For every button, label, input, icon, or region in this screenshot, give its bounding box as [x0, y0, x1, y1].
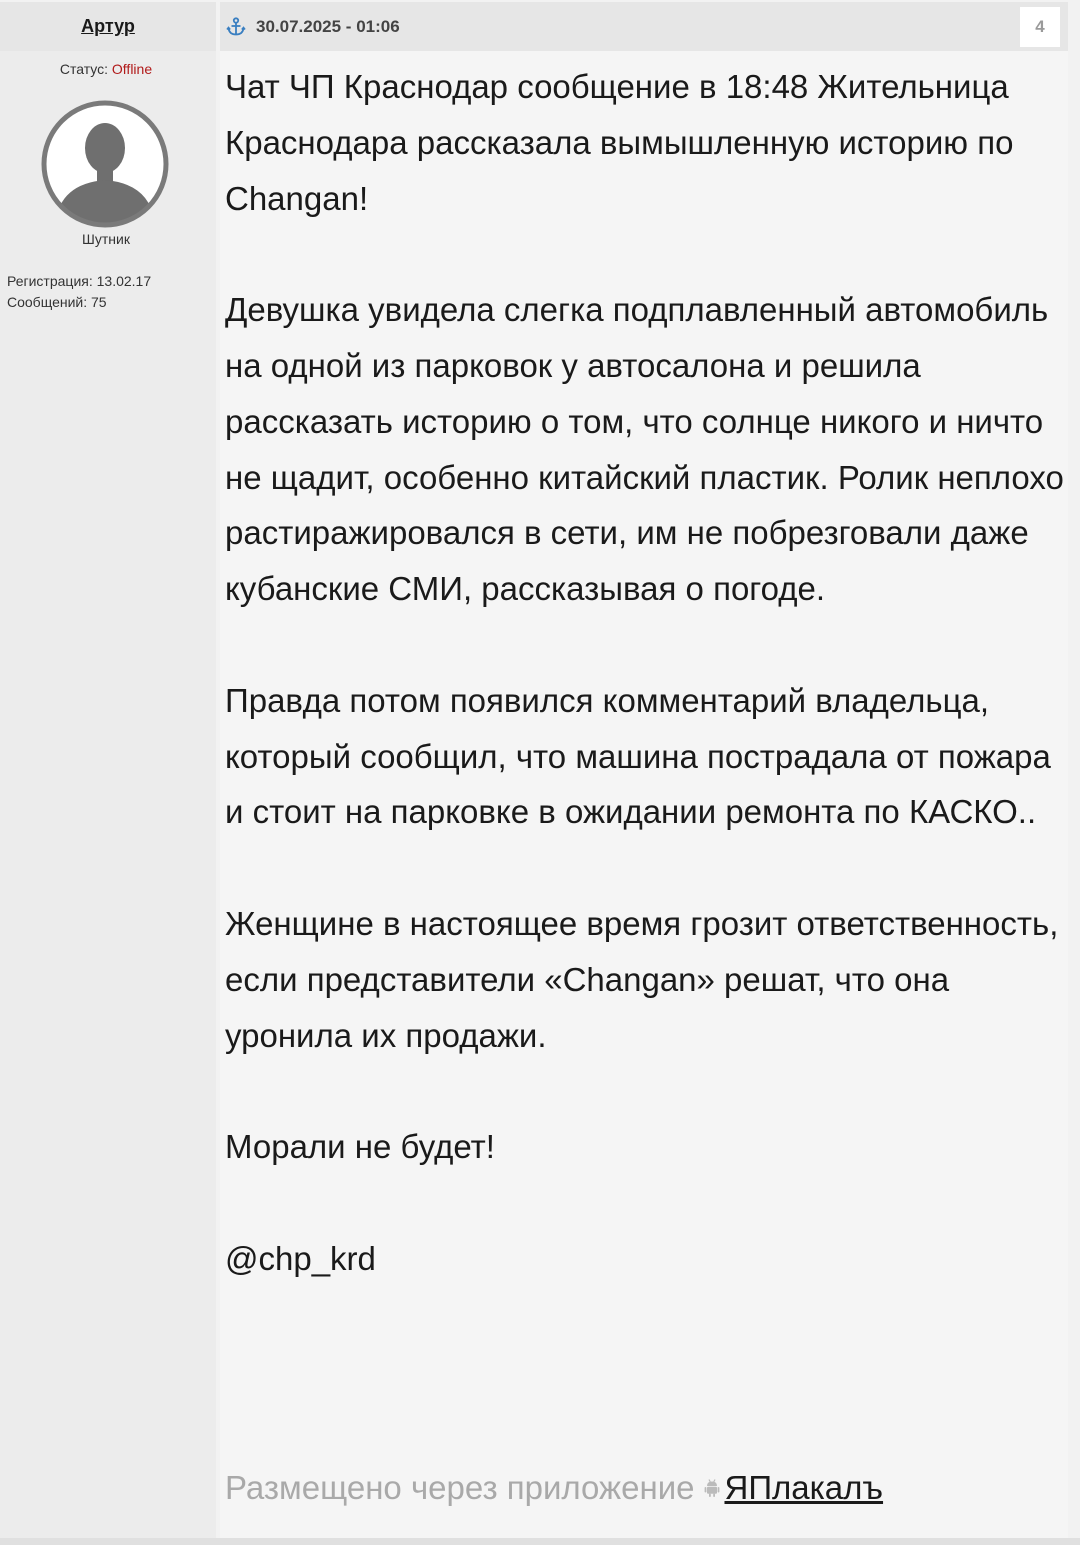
post-paragraph: @chp_krd: [225, 1239, 376, 1277]
app-link[interactable]: ЯПлакалъ: [724, 1469, 884, 1506]
user-stats: [7, 271, 151, 313]
avatar[interactable]: [41, 100, 169, 228]
user-rank: Шутник: [82, 231, 130, 247]
post-content: [220, 51, 1068, 1538]
post-paragraph: Девушка увидела слегка подплавленный автомобиль на одной из парковок у автосалона и решила рассказать историю о том, что солнце никого и ничто не щадит, особенно китайский пластик. Ролик неплохо растиражировался в сети, им не побрезговали даже кубанские СМИ, рассказывая о погоде.: [225, 291, 1064, 608]
android-icon: [704, 1478, 720, 1498]
post-paragraph: Женщине в настоящее время грозит ответственность, если представители «Changan» решат, что она уронила их продажи.: [225, 904, 1059, 1054]
post-paragraph: Морали не будет!: [225, 1128, 495, 1166]
anchor-icon[interactable]: [226, 17, 246, 37]
post-date: 30.07.2025 - 01:06: [256, 16, 400, 36]
post-body: [225, 59, 1065, 1287]
footer-text: Размещено через приложение: [225, 1469, 695, 1506]
post-paragraph: Правда потом появился комментарий владельца, который сообщил, что машина пострадала от пожара и стоит на парковке в ожидании ремонта по КАСКО..: [225, 681, 1051, 831]
user-status: [0, 61, 212, 77]
status-label: Статус:: [59, 61, 112, 77]
post-meta-header: [220, 2, 1068, 51]
post-paragraph: Чат ЧП Краснодар сообщение в 18:48 Жительница Краснодара рассказала вымышленную историю по Changan!: [225, 68, 1014, 217]
post-footer: [225, 1469, 1065, 1507]
status-value: Offline: [111, 61, 153, 77]
author-link[interactable]: Артур: [81, 16, 135, 36]
user-sidebar: [0, 51, 216, 1538]
post-divider: [0, 1538, 1080, 1545]
message-count: Сообщений: 75: [7, 294, 107, 310]
registration-date: Регистрация: 13.02.17: [7, 273, 152, 289]
post-author-header: [0, 2, 216, 51]
post-number[interactable]: 4: [1020, 7, 1060, 47]
